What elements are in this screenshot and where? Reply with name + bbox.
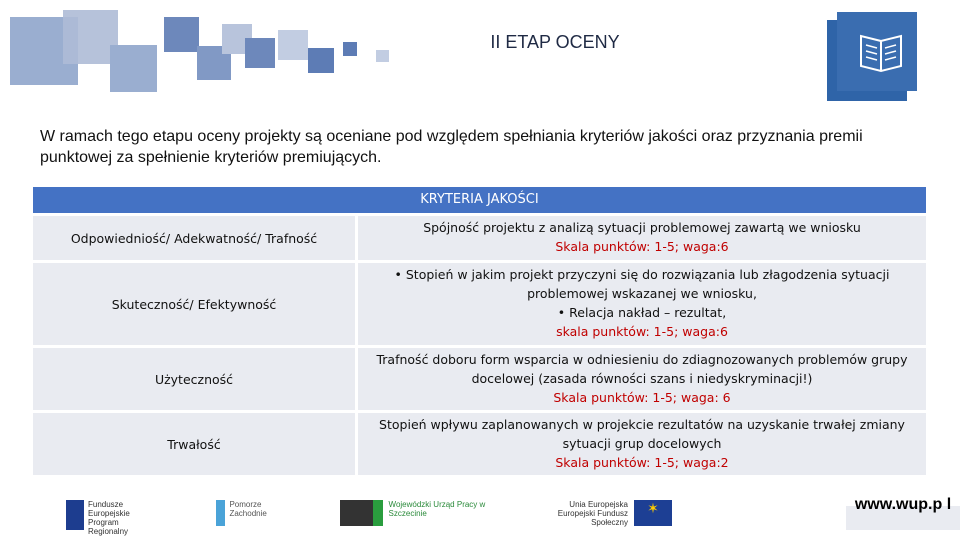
criterion-name: Trwałość bbox=[33, 413, 355, 475]
intro-text: W ramach tego etapu oceny projekty są oceniane pod względem spełniania kryteriów jakości oraz przyznania premii punktowej za spełnienie kryteriów premiujących. bbox=[40, 128, 863, 166]
logo-unia-europejska: Unia Europejska Europejski Fundusz Społeczny ✶ bbox=[540, 500, 675, 527]
table-row bbox=[33, 216, 926, 260]
criterion-description: Stopień wpływu zaplanowanych w projekcie rezultatów na uzyskanie trwałej zmiany sytuacji grup docelowych bbox=[379, 417, 905, 451]
criterion-score: Skala punktów: 1-5; waga: 6 bbox=[553, 390, 731, 405]
criterion-description: Spójność projektu z analizą sytuacji problemowej zawartą we wniosku bbox=[423, 220, 861, 235]
criterion-description: Trafność doboru form wsparcia w odniesieniu do zdiagnozowanych problemów grupy docelowej (zasada równości szans i niedyskryminacji!) bbox=[376, 352, 908, 386]
criterion-description: • Stopień w jakim projekt przyczyni się do rozwiązania lub złagodzenia sytuacji problemowej wskazanej we wniosku, bbox=[394, 267, 890, 301]
website-link[interactable]: www.wup.p l bbox=[846, 496, 960, 530]
logo-wup: Wojewódzki Urząd Pracy w Szczecinie bbox=[340, 500, 490, 526]
criterion-score: Skala punktów: 1-5; waga:2 bbox=[555, 455, 729, 470]
table-row bbox=[33, 413, 926, 475]
page-title: II ETAP OCENY bbox=[490, 32, 620, 52]
criterion-name: Odpowiedniość/ Adekwatność/ Trafność bbox=[33, 216, 355, 260]
table-row bbox=[33, 263, 926, 345]
table-row bbox=[33, 348, 926, 410]
criterion-score: skala punktów: 1-5; waga:6 bbox=[556, 324, 728, 339]
criterion-name: Użyteczność bbox=[33, 348, 355, 410]
criterion-description: • Relacja nakład – rezultat, bbox=[557, 305, 727, 320]
criterion-name: Skuteczność/ Efektywność bbox=[33, 263, 355, 345]
logo-fundusze-europejskie: Fundusze Europejskie Program Regionalny bbox=[66, 500, 156, 536]
logo-pomorze-zachodnie: Pomorze Zachodnie bbox=[216, 500, 286, 526]
table-header: KRYTERIA JAKOŚCI bbox=[33, 187, 926, 213]
criterion-score: Skala punktów: 1-5; waga:6 bbox=[555, 239, 729, 254]
quality-criteria-table bbox=[33, 187, 926, 475]
